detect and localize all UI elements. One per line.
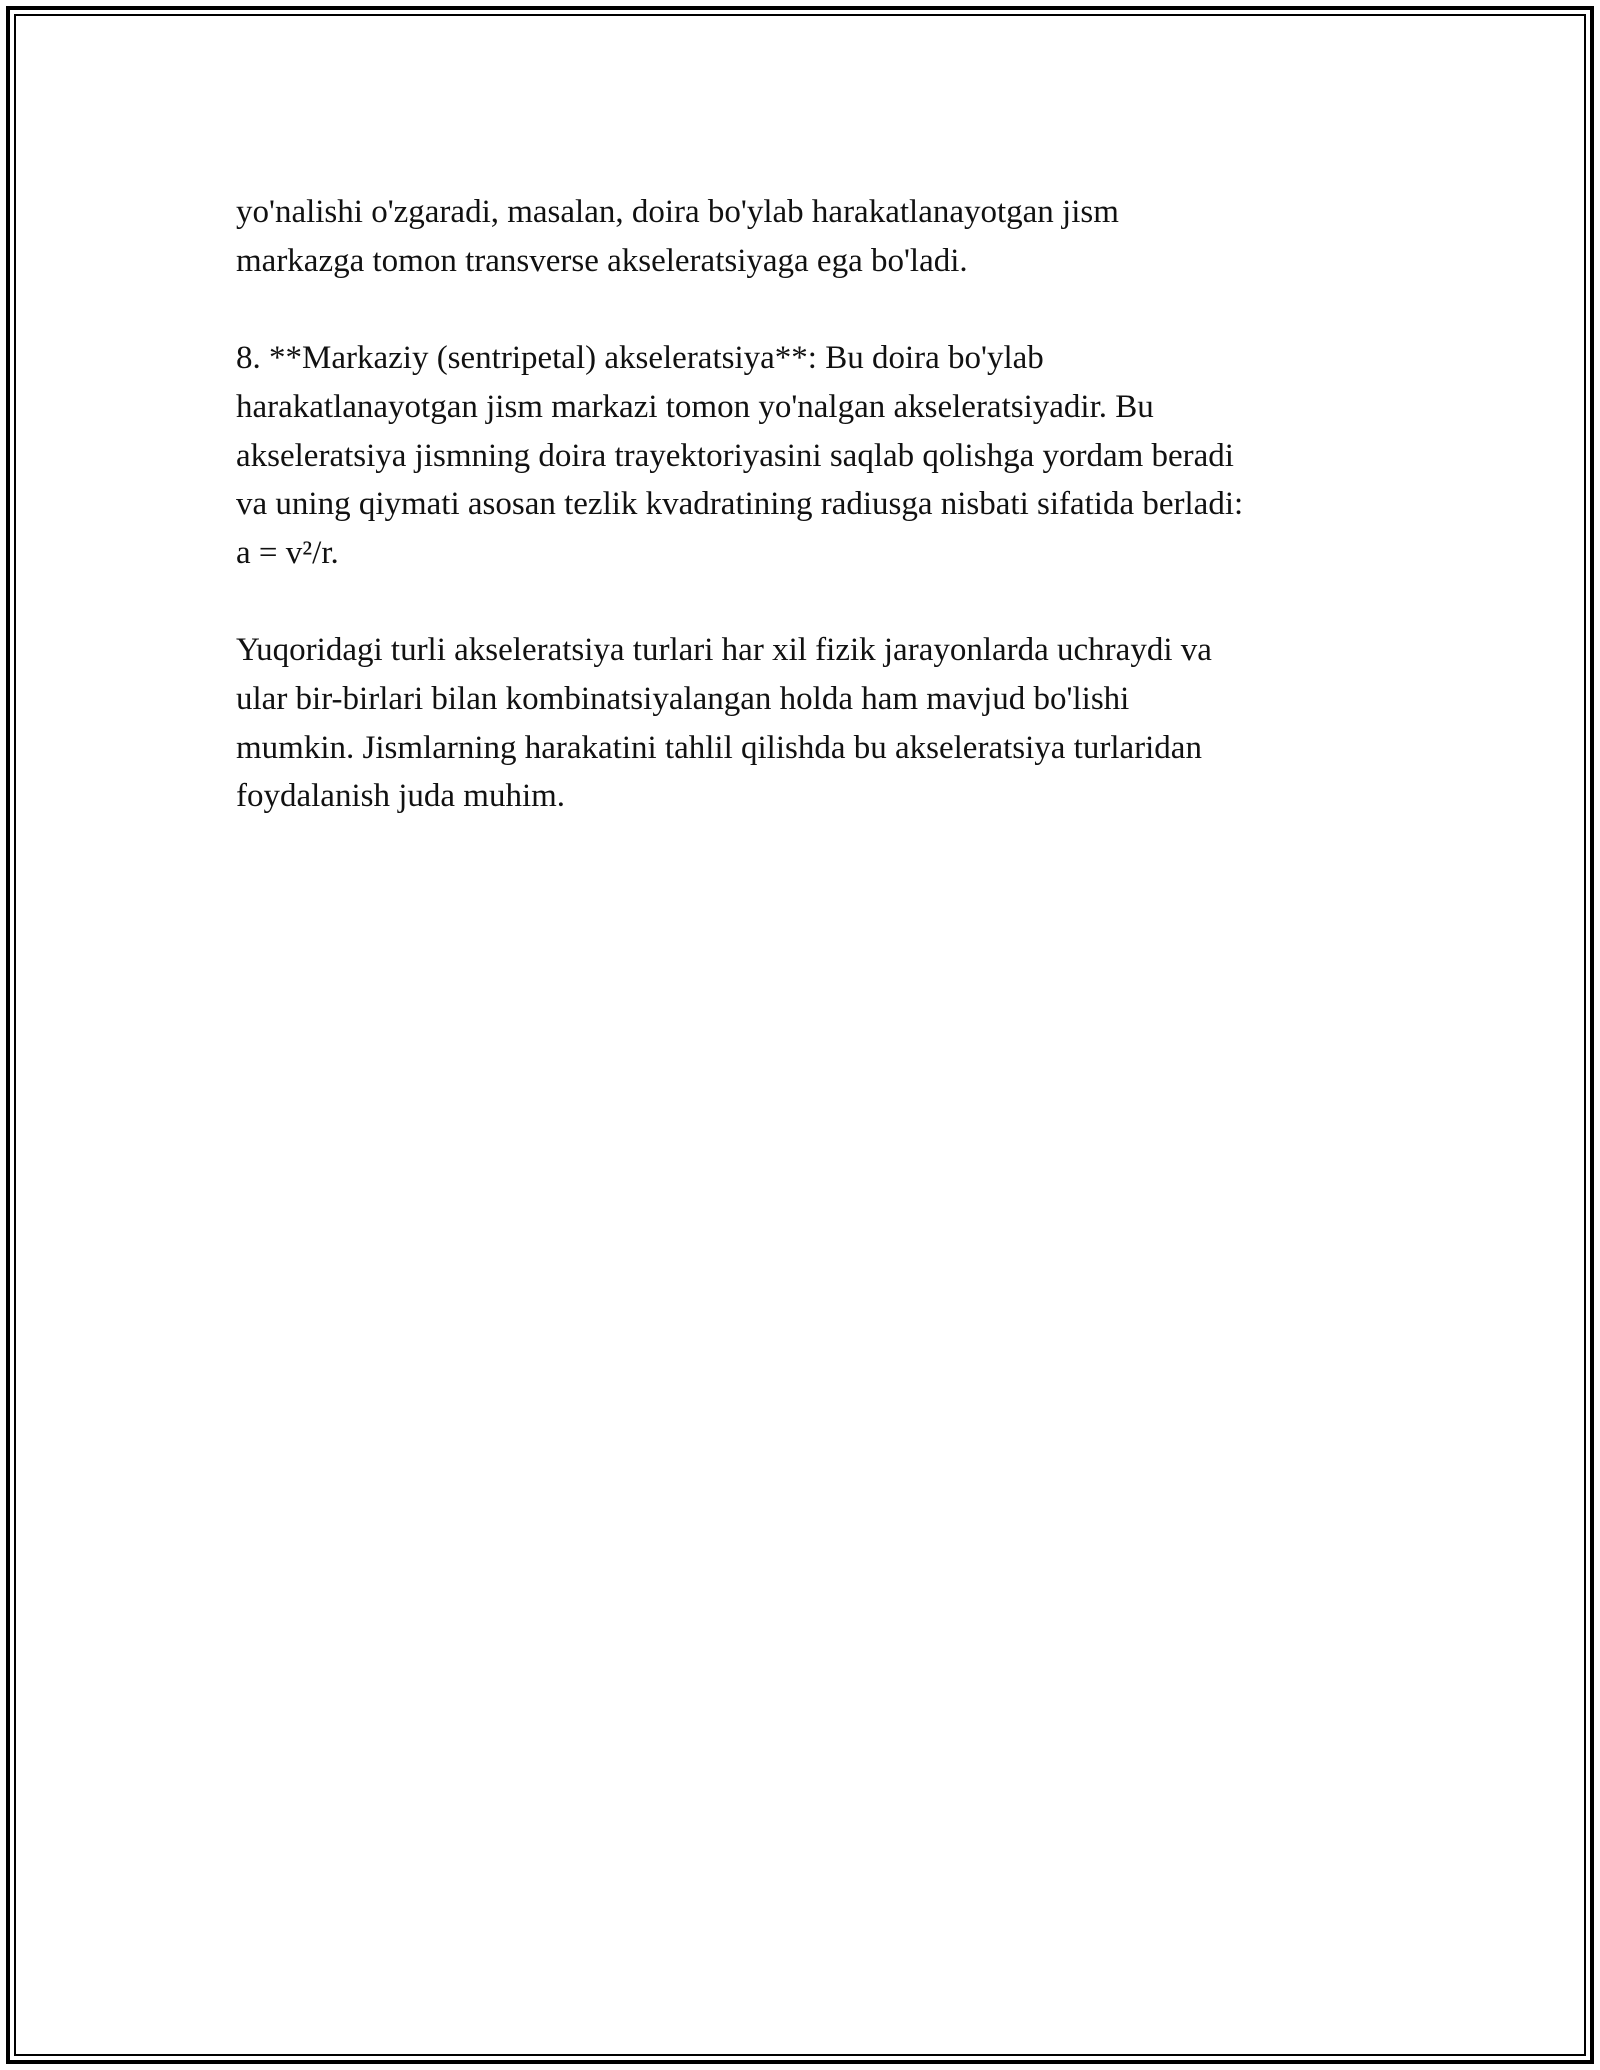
text-line: foydalanish juda muhim.	[236, 778, 566, 815]
text-line: yo'nalishi o'zgaradi, masalan, doira bo'ylab harakatlanayotgan jism	[236, 194, 1119, 230]
text-line: 8. **Markaziy (sentripetal) akseleratsiya**: Bu doira bo'ylab	[236, 340, 1044, 377]
text-line: va uning qiymati asosan tezlik kvadratining radiusga nisbati sifatida berladi:	[236, 486, 1244, 523]
text-line: Yuqoridagi turli akseleratsiya turlari har xil fizik jarayonlarda uchraydi va	[236, 632, 1212, 669]
paragraph-transverse-continuation	[236, 188, 1416, 285]
document-body	[236, 188, 1416, 870]
paragraph-conclusion	[236, 626, 1416, 821]
paragraph-centripetal-acceleration	[236, 334, 1416, 578]
text-line: ular bir-birlari bilan kombinatsiyalangan holda ham mavjud bo'lishi	[236, 681, 1130, 717]
formula-line: a = v²/r.	[236, 534, 339, 571]
text-line: akseleratsiya jismning doira trayektoriyasini saqlab qolishga yordam beradi	[236, 437, 1234, 474]
text-line: markazga tomon transverse akseleratsiyaga ega bo'ladi.	[236, 242, 968, 279]
text-line: harakatlanayotgan jism markazi tomon yo'nalgan akseleratsiyadir. Bu	[236, 388, 1154, 425]
text-line: mumkin. Jismlarning harakatini tahlil qilishda bu akseleratsiya turlaridan	[236, 729, 1202, 766]
